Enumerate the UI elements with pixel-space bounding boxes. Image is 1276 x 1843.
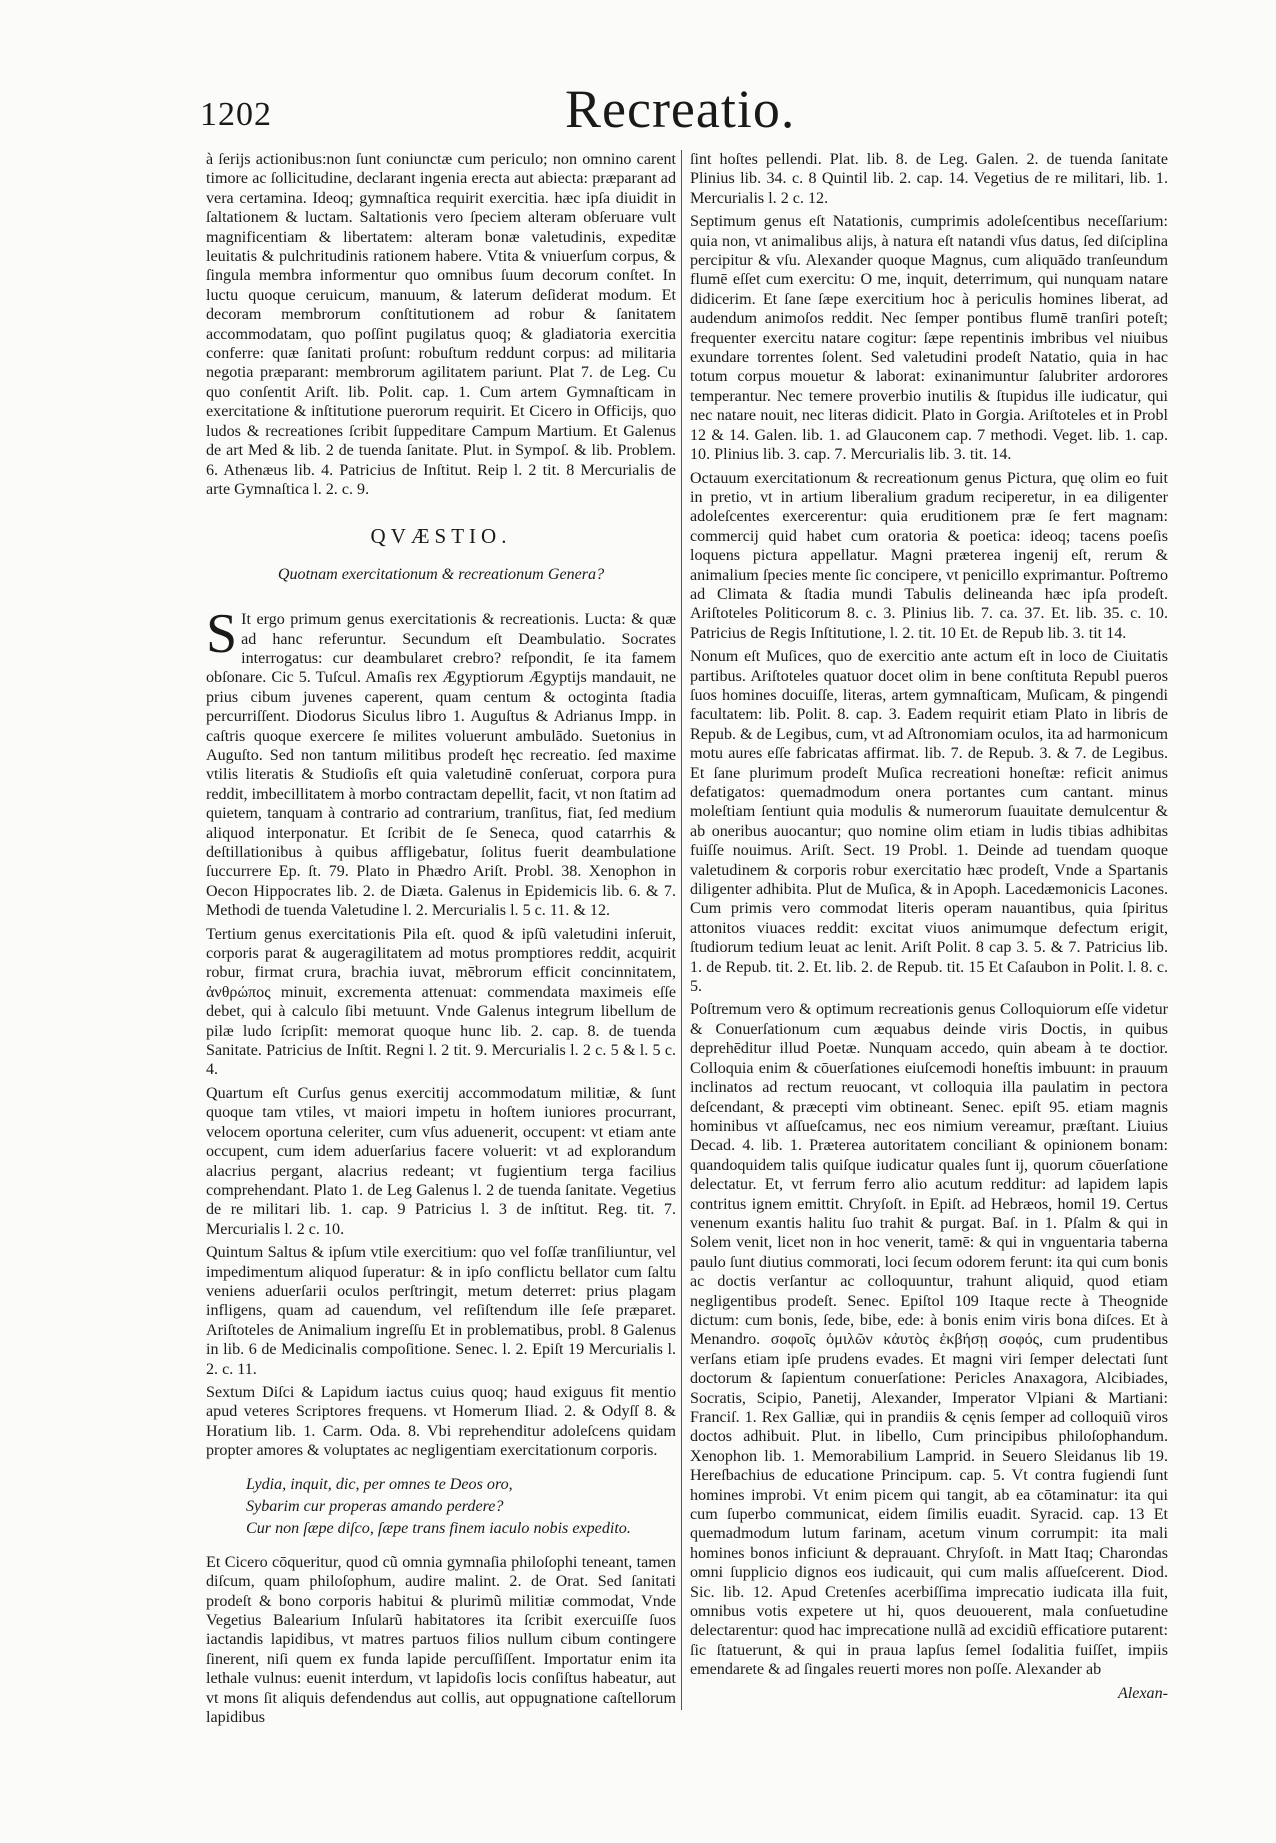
paragraph-pictura: Octauum exercitationum & recreationum genus Pictura, quę olim eo fuit in pretio, vt in artium liberalium gradum reciperetur, in ea diligenter adoleſcentes exercerentur: quia eruditionem præ ſe fert magnam: commercij quid habet cum oratoria & poetica: ideoq; tacens poeſis loquens pictura appellatur. Magni præterea ingenij eſt, rerum & animalium ſpecies mente ſic concipere, vt penicillo exprimantur. Poſtremo ad Climata & ſtadia mundi Tabulis delineanda hæc ipſa prodeſt. Ariſtoteles Politicorum 8. c. 3. Plinius lib. 7. ca. 37. Et. lib. 35. c. 10. Patricius de Regis Inſtitutione, l. 2. tit. 10 Et. de Repub lib. 3. tit 14. (690, 469, 1168, 642)
paragraph-musica: Nonum eſt Muſices, quo de exercitio ante actum eſt in loco de Ciuitatis partibus. Ariſtoteles quatuor docet olim in bene conſtituta Republ pueros ſuos homines docuiſſe, literas, artem gymnaſticam, Muſicam, & pingendi facultatem: lib. Polit. 8. cap. 3. Eadem requirit etiam Plato in libris de Repub. & de Legibus, cum, vt ad Aſtronomiam oculos, ita ad harmonicum motu aures eſſe fabricatas affirmat. lib. 7. de Repub. 3. & 7. de Legibus. Et ſane plurimum prodeſt Muſica recreationi honeſtæ: reficit animus defatigatos: quemadmodum onera portantes cum cantant. minus moleſtiam ſentiunt quia modulis & numerorum ſuauitate demulcentur & ab oneribus auocantur; quo nomine olim etiam in ludis tibias adhibitas fuiſſe nouimus. Ariſt. Sect. 19 Probl. 1. Deinde ad tuendam quoque valetudinem & corporis robur exercitatio hæc prodeſt, Vnde a Spartanis diligenter adhibita. Plut de Muſica, & in Apoph. Lacedæmonicis Lacones. Cum primis vero commodat literis operam nauantibus, quia ſpiritus attonitos viuaces reddit: excitat viuos animumque defectum erigit, ſtudiorum tedium leuat ac lenit. Ariſt Polit. 8 cap 3. 5. & 7. Patricius lib. 1. de Repub. tit. 2. Et. lib. 2. de Repub. tit. 15 Et Caſaubon in Polit. l. 8. c. 5. (690, 648, 1168, 996)
question-subtitle: Quotnam exercitationum & recreationum Genera? (277, 565, 605, 583)
drop-cap: S (206, 603, 238, 666)
question-heading: QVÆSTIO. (370, 524, 512, 549)
page-number: 1202 (200, 96, 272, 133)
verse-line: Lydia, inquit, dic, per omnes te Deos oro, (246, 1475, 513, 1493)
right-column (690, 150, 1168, 1703)
paragraph-discus: Sextum Diſci & Lapidum iactus cuius quoq; haud exiguus fit mentio apud veteres Scriptores frequens. vt Homerum Iliad. 2. & Odyſſ 8. & Horatium lib. 1. Carm. Oda. 8. Vbi reprehenditur adoleſcens quidam propter amores & voluptates ac negligentiam exercitationum corporis. (206, 1383, 676, 1460)
verse-line: Sybarim cur properas amando perdere? (246, 1498, 504, 1515)
right-intro-paragraph: ſint hoſtes pellendi. Plat. lib. 8. de Leg. Galen. 2. de tuenda ſanitate Plinius lib. 34. c. 8 Quintil lib. 2. cap. 14. Vegetius de re militari, lib. 1. Mercurialis l. 2 c. 12. (690, 151, 1168, 207)
verse-line: Cur non ſæpe diſco, ſæpe trans finem iaculo nobis expedito. (246, 1520, 631, 1538)
left-column (206, 150, 676, 1731)
catchword: Alexan- (1117, 1684, 1168, 1702)
paragraph-deambulatio (206, 603, 676, 921)
column-divider (681, 150, 682, 1710)
paragraph-natatio: Septimum genus eſt Natationis, cumprimis adoleſcentibus neceſſarium: quia non, vt animalibus alijs, à natura eſt natandi vſus datus, ſed diſciplina percipitur & vſu. Alexander quoque Magnus, cum aliquādo tranſeundum flumē eſſet cum exercitu: O me, inquit, deterrimum, qui nunquam natare didicerim. Et ſane ſæpe exercitium hoc à periculis homines liberat, ad audendum animoſos reddit. Nec ſemper pontibus flumē tranſiri poteſt; frequenter exercitu natare cogitur: ſæpe repentinis imbribus vel niuibus exundare torrentes ſolent. Sed valetudini prodeſt Natatio, quia in hac totum corpus mouetur & laborat: exinanimuntur ſalubriter ardorores temperantur. Nec temere proverbio inutilis & ſtupidus ille iudicatur, qui nec natare nouit, nec literas didicit. Plato in Gorgia. Ariſtoteles et in Probl 12 & 14. Galen. lib. 1. ad Glauconem cap. 7 methodi. Veget. lib. 1. cap. 10. Plinius lib. 3. cap. 7. Mercurialis lib. 3. tit. 14. (690, 213, 1168, 464)
paragraph-colloquia: Poſtremum vero & optimum recreationis genus Colloquiorum eſſe videtur & Conuerſationum cum æquabus deinde viris Doctis, in quibus deprehēditur illud Poetæ. Nunquam accedo, quin abeam à te doctior. Colloquia enim & cōuerſationes eiuſcemodi honeſtis imbuunt: in prauum inclinatos ad rectum reuocant, vt colloquia illa paulatim in pectora deſcendant, & præcepti vim obtineant. Senec. epiſt 95. etiam magnis hominibus vt aſſueſcamus, nec eos nimium vereamur, præſtant. Liuius Decad. 4. lib. 1. Præterea autoritatem conciliant & opinionem bonam: quandoquidem talis quiſque iudicatur quales ſunt ij, quorum cōuerſatione delectatur. Et, vt ferrum ferro alio acutum redditur: ad lapidem lapis contritus ignem emittit. Chryſoſt. in Epiſt. ad Hebræos, homil 19. Certus venenum exantis halitu ſuo trahit & purgat. Baſ. in 1. Pſalm & qui in Solem venit, licet non in hoc venerit, tamē: & qui in vnguentaria taberna paulo ſunt diutius commorati, loci ſecum odorem ferunt: ita qui cum bonis ac doctis verſantur ac colloquuntur, trahunt aliquid, quod etiam negligentibus prodeſt. Senec. Epiſtol 109 Itaque recte à Theognide dictum: cum bonis, ſede, bibe, ede: à bonis enim viris bona diſces. Et à Menandro. σοφοῖς ὁμιλῶν κἀυτὸς ἐκβήσῃ σοφός, cum prudentibus verſans etiam ipſe prudens evades. Et magni viri ſemper delectati ſunt doctorum & ſapientum conuerſatione: Pericles Anaxagora, Alcibiades, Socratis, Scipio, Panetij, Alexander, Imperator Vlpiani & Martiani: Franciſ. 1. Rex Galliæ, qui in prandiis & cęnis ſemper ad colloquiũ viros doctos adhibuit. Plut. in libello, Cum principibus philoſophandum. Xenophon lib. 1. Memorabilium Lamprid. in Seuero Sleidanus lib 19. Hereſbachius de educatione Principum. cap. 5. Vt contra fugiendi ſunt homines improbi. Vt enim picem qui tangit, ab ea cōtaminatur: ita qui cum ſuperbo communicat, eidem ſimilis euadit. Syracid. cap. 13 Et quemadmodum lutum farinam, acetum vinum corrumpit: ita mali homines bonos inficiunt & deprauant. Chryſoſt. in Matt Itaq; Charondas omni ſupplicio dignos eos iudicauit, qui cum malis aſſueſcerent. Diod. Sic. lib. 12. Apud Cretenſes acerbiſſima imprecatio iudicata illa fuit, omnibus votis expetere ut hi, quos deuouerent, mala conſuetudine delectarentur: quod hac imprecatione nullã ad excidiũ efficatiore putarent: ſic ſtatuerunt, & qui in praua lapſus ſemel ſodalitia fuiſſet, impiis emendarete & ad ſingales reuerti mores non poſſe. Alexander ab (690, 1001, 1168, 1679)
paragraph-cursus: Quartum eſt Curſus genus exercitij accommodatum militiæ, & ſunt quoque tam vtiles, vt maiori impetu in hoſtem iuniores procurrant, velocem oportuna celeriter, cum vſus aduenerit, occupent: vt etiam ante occupent, cum idem aduerſarius facere voluerit: vt ad explorandum alacrius pergant, alacrius redeant; vt fugientium terga facilius comprehendant. Plato 1. de Leg Galenus l. 2 de tuenda ſanitate. Vegetius de re militari lib. 1. cap. 9 Patricius l. 3 de inſtitut. Reg. tit. 7. Mercurialis l. 2 c. 10. (206, 1084, 676, 1238)
paragraph-saltus: Quintum Saltus & ipſum vtile exercitium: quo vel foſſæ tranſiliuntur, vel impedimentum aliquod ſuperatur: & in ipſo conflictu bellator cum ſaltu veniens aduerſarii oculos perſtringit, metum deterret: prius plagam infligens, quam ad cauendum, vel reſiſtendum ille ſeſe præparet. Ariſtoteles de Animalium ingreſſu Et in problematibus, probl. 8 Galenus in lib. 6 de Medicinalis compoſitione. Senec. l. 2. Epiſt 19 Mercurialis l. 2. c. 11. (206, 1244, 676, 1378)
paragraph-text: It ergo primum genus exercitationis & recreationis. Lucta: & quæ ad hanc referuntur. Secundum eſt Deambulatio. Socrates interrogatus: cur deambularet crebro? reſpondit, ſe ita famem obſonare. Cic 5. Tuſcul. Amaſis rex Ægyptiorum Ægyptijs mandauit, ne prius cibum juvenes caperent, quam centum & octoginta ſtadia percurriſſent. Diodorus Siculus libro 1. Auguſtus & Adrianus Impp. in caſtris quoque exercere ſe milites voluerunt ambulādo. Suetonius in Auguſto. Sed non tantum militibus prodeſt hęc recreatio. ſed maxime vtilis literatis & Studioſis eſt quia valetudinē conſeruat, corpora pura reddit, imbecillitatem à morbo contractam depellit, facit, vt non ſtatim ad quietem, tanquam à contrario ad contrarium, tranſitus, fiat, ſed medium aliquod interponatur. Et ſcribit de ſe Seneca, quod catarrhis & deſtillationibus à quibus affligebatur, ſolitus fuerit deambulatione ſuccurrere Ep. ſt. 79. Plato in Phædro Ariſt. Probl. 38. Xenophon in Oecon Hippocrates lib. 2. de Diæta. Galenus in Epidemicis lib. 6. & 7. Methodi de tuenda Valetudine l. 2. Mercurialis l. 5 c. 11. & 12. (206, 611, 676, 920)
left-intro-paragraph: à ſerijs actionibus:non ſunt coniunctæ cum periculo; non omnino carent timore ac ſollicitudine, declarant ingenia erecta aut abiecta: præparant ad vera certamina. Ideoq; gymnaſtica requirit exercitia. hæc ipſa diuidit in ſaltationem & luctam. Saltationis vero ſpeciem alteram obſeruare vult magnificentiam & libertatem: alteram bonæ valetudinis, expeditæ leuitatis & pulchritudinis rationem habere. Vtita & vniuerſum corpus, & ſingula membra informentur quo omnibus ſuum decorum conſtet. In luctu quoque ceruicum, manuum, & laterum deſiderat modum. Et decoram membrorum conſtitutionem ad robur & ſanitatem accommodatam, quo poſſint pugilatus quoq; & gladiatoria exercitia conferre: quæ ſanitati proſunt: robuſtum reddunt corpus: ad militaria negotia præparant: membrorum agilitatem pariunt. Plat 7. de Leg. Cu quo conſentit Ariſt. lib. Polit. cap. 1. Cum artem Gymnaſticam in exercitatione & inſtitutione puerorum requirit. Et Cicero in Officijs, quo ludos & recreationes ſcribit ſuppeditare Campum Martium. Et Galenus de art Med & lib. 2 de tuenda ſanitate. Plut. in Sympoſ. & lib. Problem. 6. Athenæus lib. 4. Patricius de Inſtitut. Reip l. 2 tit. 8 Mercurialis de arte Gymnaſtica l. 2. c. 9. (206, 151, 676, 498)
running-title: Recreatio. (565, 79, 796, 139)
verse-quotation (246, 1475, 676, 1539)
paragraph-cicero: Et Cicero cōqueritur, quod cũ omnia gymnaſia philoſophi teneant, tamen diſcum, quam philoſophum, audire malint. 2. de Orat. Sed ſanitati prodeſt & bono corporis habitui & plurimũ militiæ commodat, Vnde Vegetius Balearium Inſularũ habitatores ita ſcribit exercuiſſe ſuos iactandis lapidibus, vt matres partuos filios nullum cibum contingere ſinerent, niſi quem ex funda lapide percuſſiſſent. Importatur enim ita lethale vulnus: euenit interdum, vt lapidoſis locis conſiſtus habeatur, aut vt mons ſit aliquis defendendus aut collis, aut oppugnatione caſtellorum lapidibus (206, 1553, 676, 1727)
paragraph-pila: Tertium genus exercitationis Pila eſt. quod & ipſũ valetudini inſeruit, corporis parat & augeragilitatem ad motus promptiores reddit, acquirit robur, firmat crura, brachia iuvat, mēbrorum efficit concinnitatem, ἀνθρώπος minuit, excrementa attenuat: commendata maximeis eſſe debet, qui à calculo ſibi metuunt. Vnde Galenus integrum libellum de pilæ ludo ſcripſit: memorat quoque hunc lib. 2. cap. 8. de tuenda Sanitate. Patricius de Inſtit. Regni l. 2 tit. 9. Mercurialis l. 2 c. 5 & l. 5 c. 4. (206, 925, 676, 1079)
